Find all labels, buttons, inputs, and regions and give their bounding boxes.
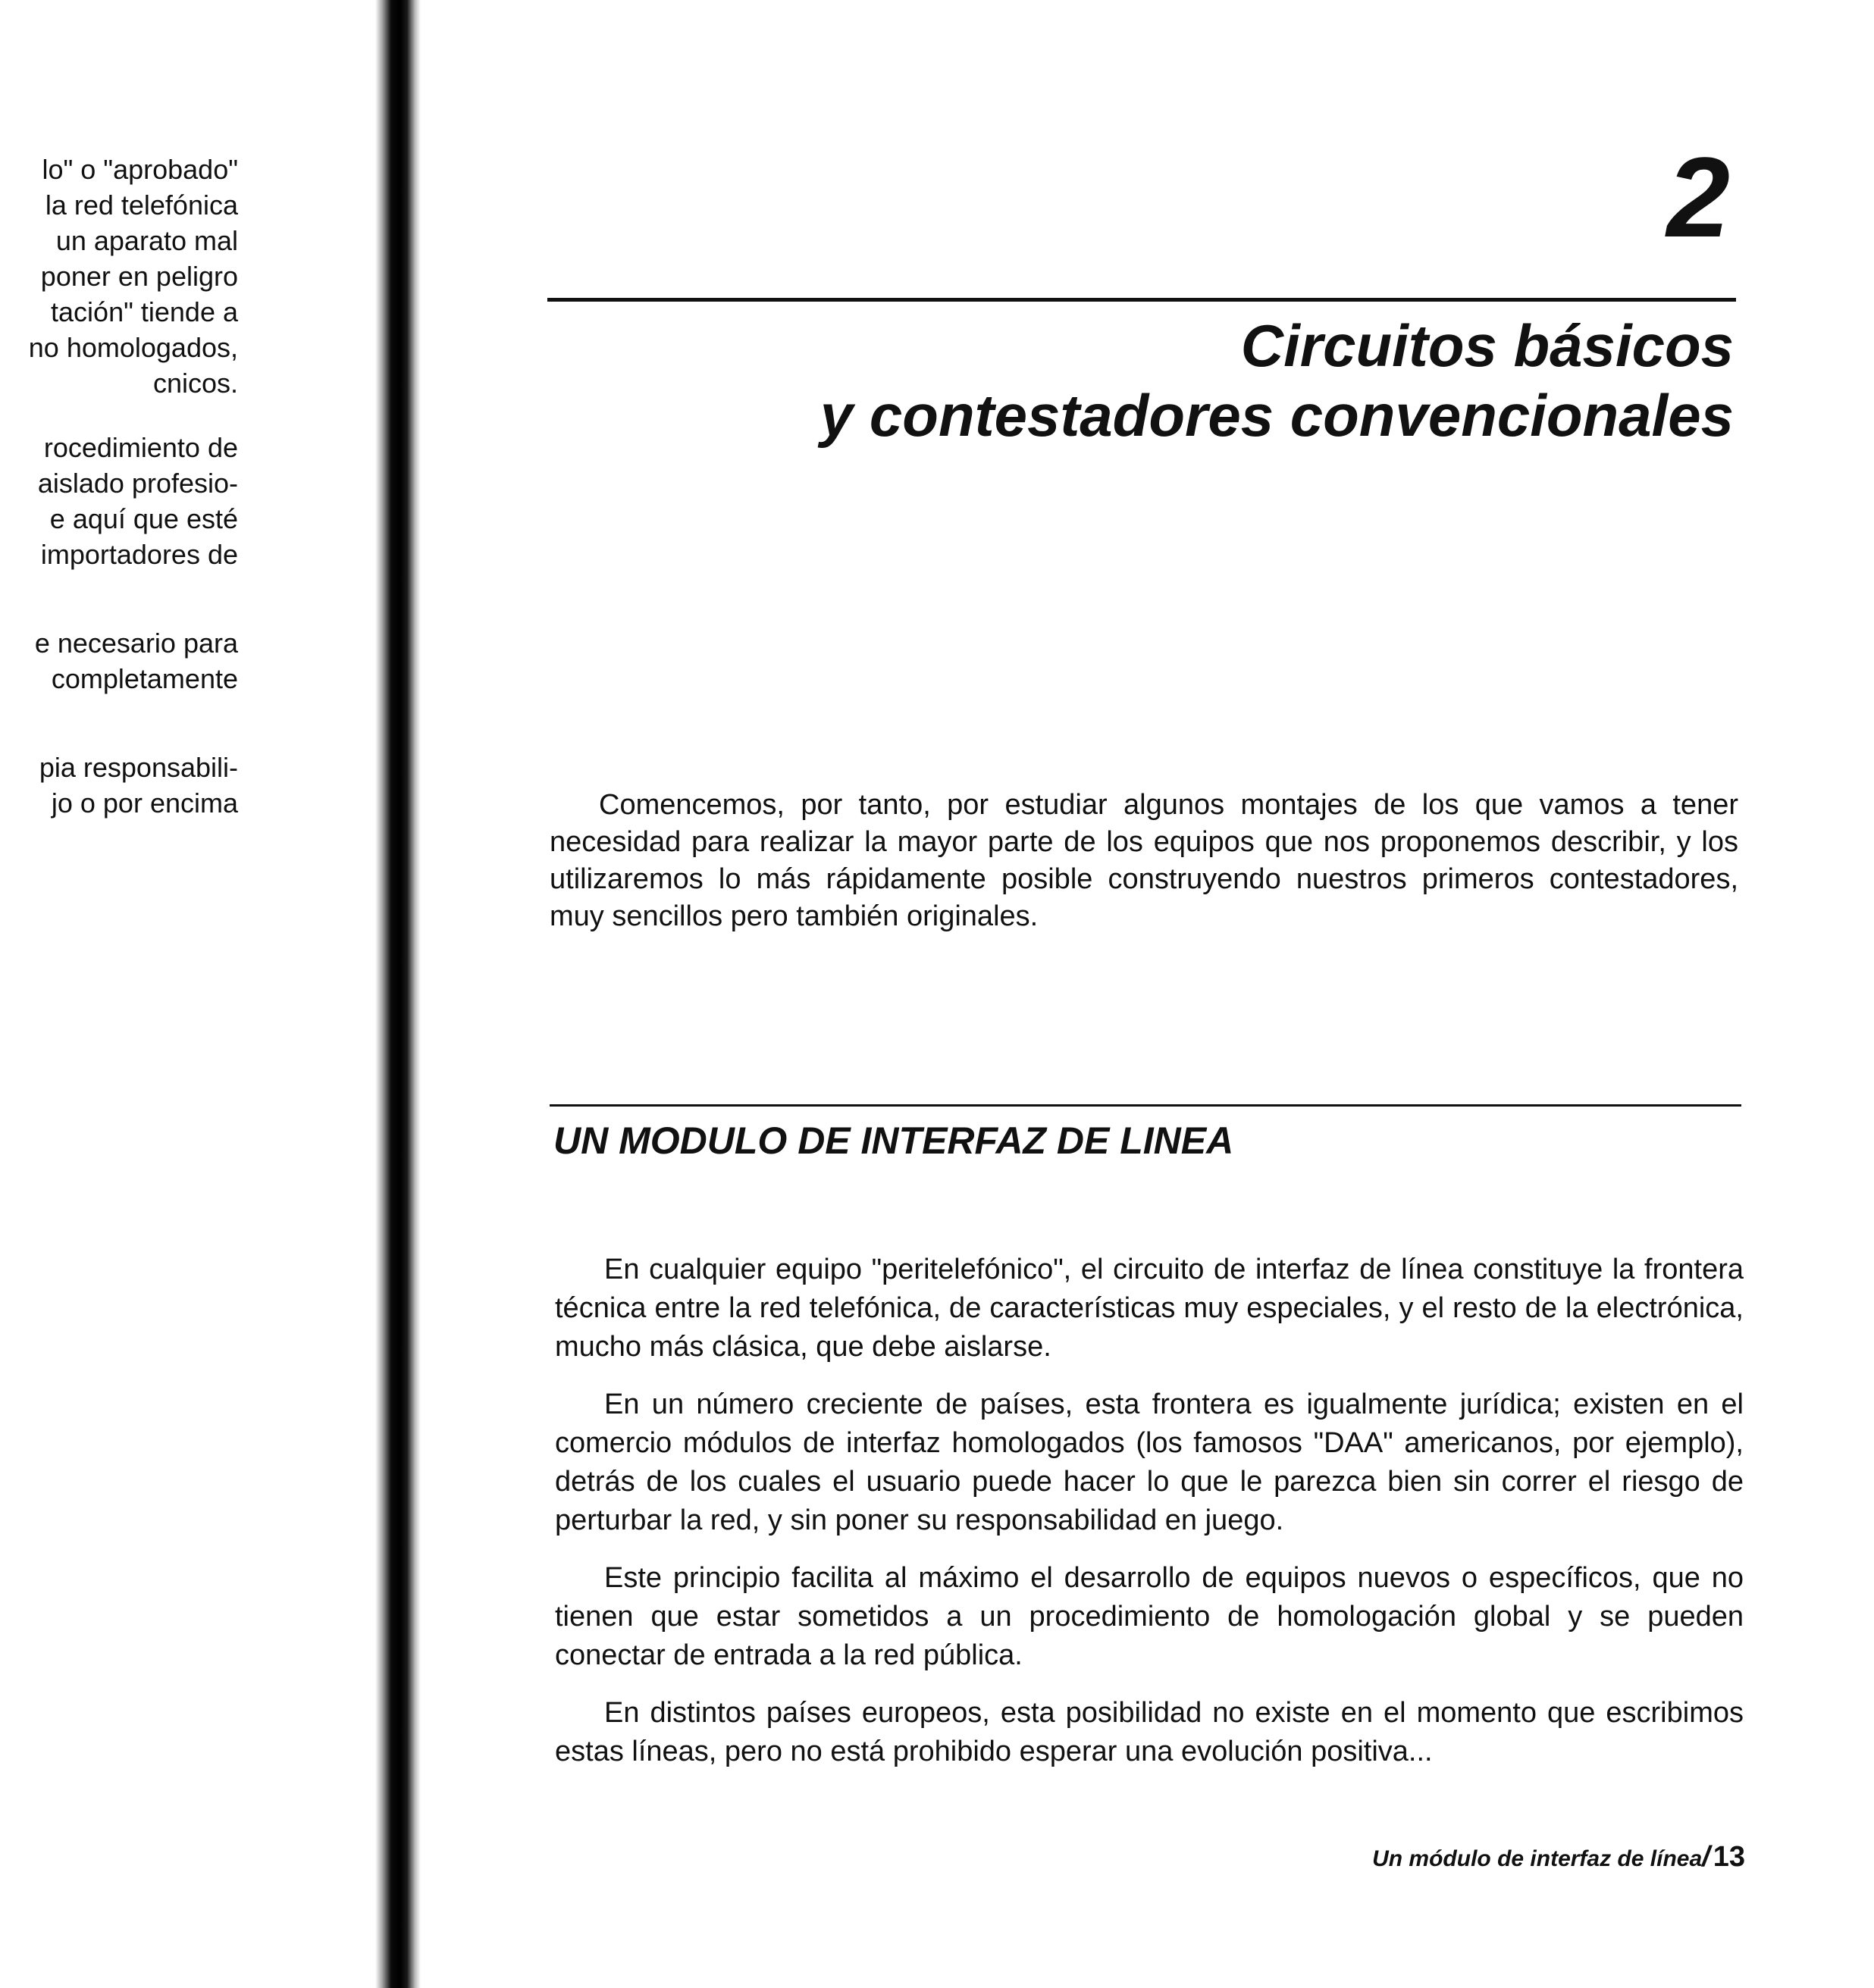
- previous-page-line: jo o por encima: [51, 787, 238, 819]
- previous-page-line: e necesario para: [34, 628, 238, 659]
- previous-page-line: aislado profesio-: [37, 468, 238, 499]
- previous-page-line: un aparato mal: [55, 225, 238, 256]
- body-paragraph: En cualquier equipo "peritelefónico", el circuito de interfaz de línea constituye la frontera técnica entre la red telefónica, de características muy especiales, y el resto de la electrónica, mucho más clásica, que debe aislarse.: [555, 1254, 1744, 1363]
- previous-page-line: lo" o "aprobado": [42, 154, 238, 185]
- footer-separator: /: [1702, 1841, 1710, 1873]
- previous-page-line: no homologados,: [28, 332, 238, 363]
- intro-paragraph: Comencemos, por tanto, por estudiar algunos montajes de los que vamos a tener necesidad para realizar la mayor parte de los equipos que nos proponemos describir, y los utilizaremos lo más rápidamente posible construyendo nuestros primeros contestadores, muy sencillos pero también originales.: [550, 789, 1738, 932]
- previous-page-fragment: [0, 0, 394, 1988]
- page-number: 13: [1713, 1841, 1745, 1873]
- previous-page-line: e aquí que esté: [49, 503, 238, 534]
- chapter-number: 2: [1666, 133, 1730, 261]
- page-footer: [1372, 1842, 1745, 1874]
- previous-page-line: tación" tiende a: [51, 296, 238, 327]
- chapter-title-line-2: y contestadores convencionales: [819, 382, 1734, 449]
- body-paragraph: En distintos países europeos, esta posibilidad no existe en el momento que escribimos estas líneas, pero no está prohibido esperar una evolución positiva...: [555, 1697, 1744, 1767]
- previous-page-line: cnicos.: [152, 368, 238, 399]
- chapter-title-line-1: Circuitos básicos: [1240, 312, 1734, 379]
- previous-page-line: completamente: [51, 663, 238, 694]
- running-title: Un módulo de interfaz de línea: [1372, 1846, 1703, 1871]
- section-rule: [550, 1104, 1741, 1107]
- chapter-rule: [547, 298, 1736, 302]
- body-paragraph: Este principio facilita al máximo el desarrollo de equipos nuevos o específicos, que no tienen que estar sometidos a un procedimiento de homologación global y se pueden conectar de entrada a la red pública.: [555, 1562, 1744, 1671]
- previous-page-line: pia responsabili-: [39, 752, 238, 783]
- body-paragraph: En un número creciente de países, esta frontera es igualmente jurídica; existen en el comercio módulos de interfaz homologados (los famosos "DAA" americanos, por ejemplo), detrás de los cuales el usuario puede hacer lo que le parezca bien sin correr el riesgo de perturbar la red, y sin poner su responsabilidad en juego.: [555, 1388, 1744, 1536]
- previous-page-text: [0, 152, 238, 821]
- previous-page-line: la red telefónica: [45, 189, 238, 221]
- previous-page-line: poner en peligro: [40, 261, 238, 292]
- previous-page-line: importadores de: [40, 539, 238, 570]
- previous-page-line: rocedimiento de: [43, 432, 238, 463]
- section-body: [555, 1251, 1744, 1790]
- section-heading: UN MODULO DE INTERFAZ DE LINEA: [553, 1119, 1234, 1162]
- book-gutter-shadow: [375, 0, 421, 1988]
- chapter-title: [445, 311, 1734, 450]
